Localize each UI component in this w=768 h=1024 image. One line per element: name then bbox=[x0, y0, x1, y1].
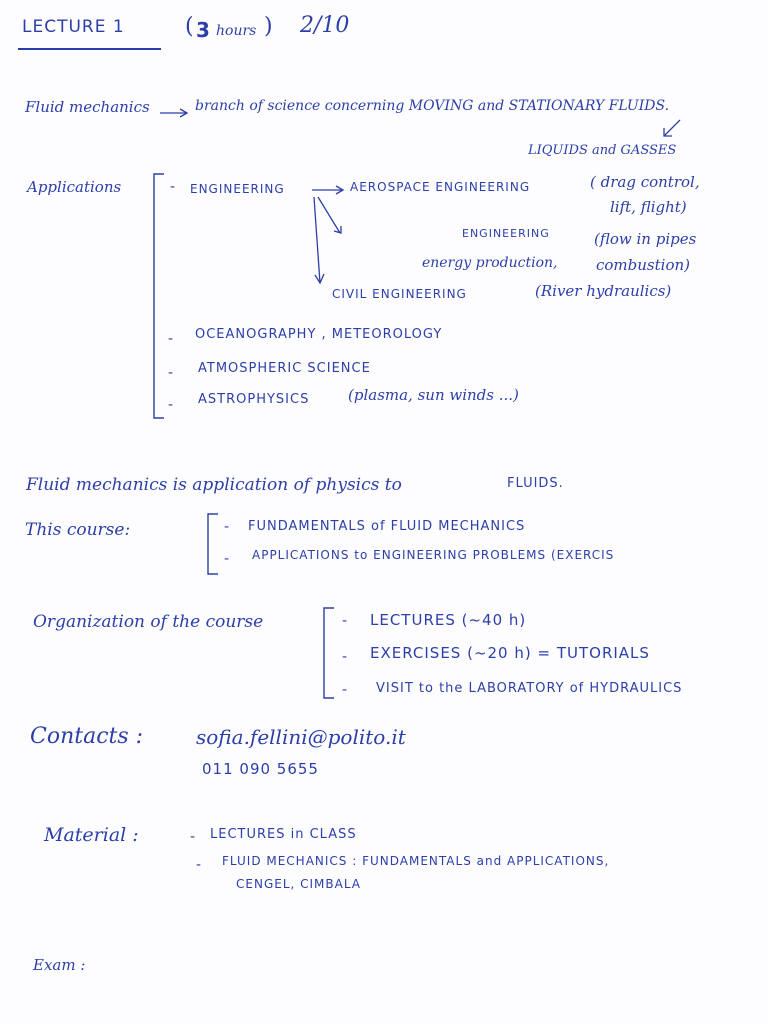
aerospace-note-1: ( drag control, bbox=[590, 173, 700, 191]
atmospheric-item: ATMOSPHERIC SCIENCE bbox=[198, 361, 371, 376]
oceanography-dash: - bbox=[168, 331, 174, 347]
course-item-applications: APPLICATIONS to ENGINEERING PROBLEMS (EXERCIS bbox=[252, 548, 615, 562]
contacts-phone: 011 090 5655 bbox=[202, 760, 319, 778]
hours-word: hours bbox=[216, 23, 257, 39]
course-bracket bbox=[206, 512, 220, 578]
exam-label: Exam : bbox=[33, 956, 86, 974]
atmospheric-dash: - bbox=[168, 365, 174, 381]
lecture-title: LECTURE 1 bbox=[22, 17, 125, 37]
hours-close: ) bbox=[264, 14, 273, 39]
material-dash-2: - bbox=[196, 857, 202, 873]
org-item-lectures: LECTURES (~40 h) bbox=[370, 611, 527, 629]
aerospace-label: AEROSPACE ENGINEERING bbox=[350, 180, 531, 194]
material-authors: CENGEL, CIMBALA bbox=[236, 877, 362, 891]
hours-number: 3 bbox=[196, 18, 210, 42]
civil-engineering-label: CIVIL ENGINEERING bbox=[332, 287, 467, 301]
energy-note-2: combustion) bbox=[596, 256, 690, 274]
astrophysics-item: ASTROPHYSICS bbox=[198, 392, 310, 407]
energy-production-label: energy production, bbox=[422, 255, 558, 271]
course-dash-2: - bbox=[224, 551, 230, 567]
organization-bracket bbox=[322, 606, 336, 702]
org-dash-3: - bbox=[342, 682, 348, 698]
applications-label: Applications bbox=[27, 178, 122, 196]
energy-note-1: (flow in pipes bbox=[594, 230, 697, 248]
engineering-branch-arrows bbox=[310, 195, 350, 287]
course-label: This course: bbox=[25, 520, 131, 540]
civil-note: (River hydraulics) bbox=[535, 282, 672, 300]
title-underline bbox=[18, 48, 161, 50]
organization-label: Organization of the course bbox=[33, 612, 264, 632]
energy-engineering-label: ENGINEERING bbox=[462, 227, 550, 240]
engineering-dash: - bbox=[170, 179, 176, 195]
physics-sentence: Fluid mechanics is application of physics to bbox=[26, 475, 402, 495]
contacts-label: Contacts : bbox=[30, 724, 144, 749]
material-item-book: FLUID MECHANICS : FUNDAMENTALS and APPLICATIONS, bbox=[222, 854, 610, 868]
definition-text: branch of science concerning MOVING and STATIONARY FLUIDS. bbox=[195, 98, 670, 114]
definition-term: Fluid mechanics bbox=[25, 98, 150, 116]
definition-arrow bbox=[160, 108, 190, 118]
engineering-label: ENGINEERING bbox=[190, 182, 285, 196]
physics-fluids: FLUIDS. bbox=[507, 476, 564, 491]
org-dash-2: - bbox=[342, 649, 348, 665]
course-dash-1: - bbox=[224, 519, 230, 535]
hours-open: ( bbox=[185, 14, 194, 39]
aerospace-note-2: lift, flight) bbox=[610, 198, 687, 216]
lecture-date: 2/10 bbox=[300, 13, 350, 38]
course-item-fundamentals: FUNDAMENTALS of FLUID MECHANICS bbox=[248, 519, 526, 534]
material-item-lectures: LECTURES in CLASS bbox=[210, 827, 357, 842]
org-dash-1: - bbox=[342, 613, 348, 629]
fluids-pointer-arrow bbox=[660, 118, 684, 140]
material-label: Material : bbox=[44, 824, 139, 846]
astrophysics-dash: - bbox=[168, 397, 174, 413]
contacts-email[interactable]: sofia.fellini@polito.it bbox=[196, 725, 406, 749]
org-item-exercises: EXERCISES (~20 h) = TUTORIALS bbox=[370, 644, 650, 662]
astrophysics-note: (plasma, sun winds ...) bbox=[348, 386, 519, 404]
material-dash-1: - bbox=[190, 829, 196, 845]
org-item-visit: VISIT to the LABORATORY of HYDRAULICS bbox=[376, 681, 683, 696]
applications-bracket bbox=[152, 172, 166, 422]
oceanography-item: OCEANOGRAPHY , METEOROLOGY bbox=[195, 327, 443, 342]
definition-note: LIQUIDS and GASSES bbox=[528, 143, 677, 158]
